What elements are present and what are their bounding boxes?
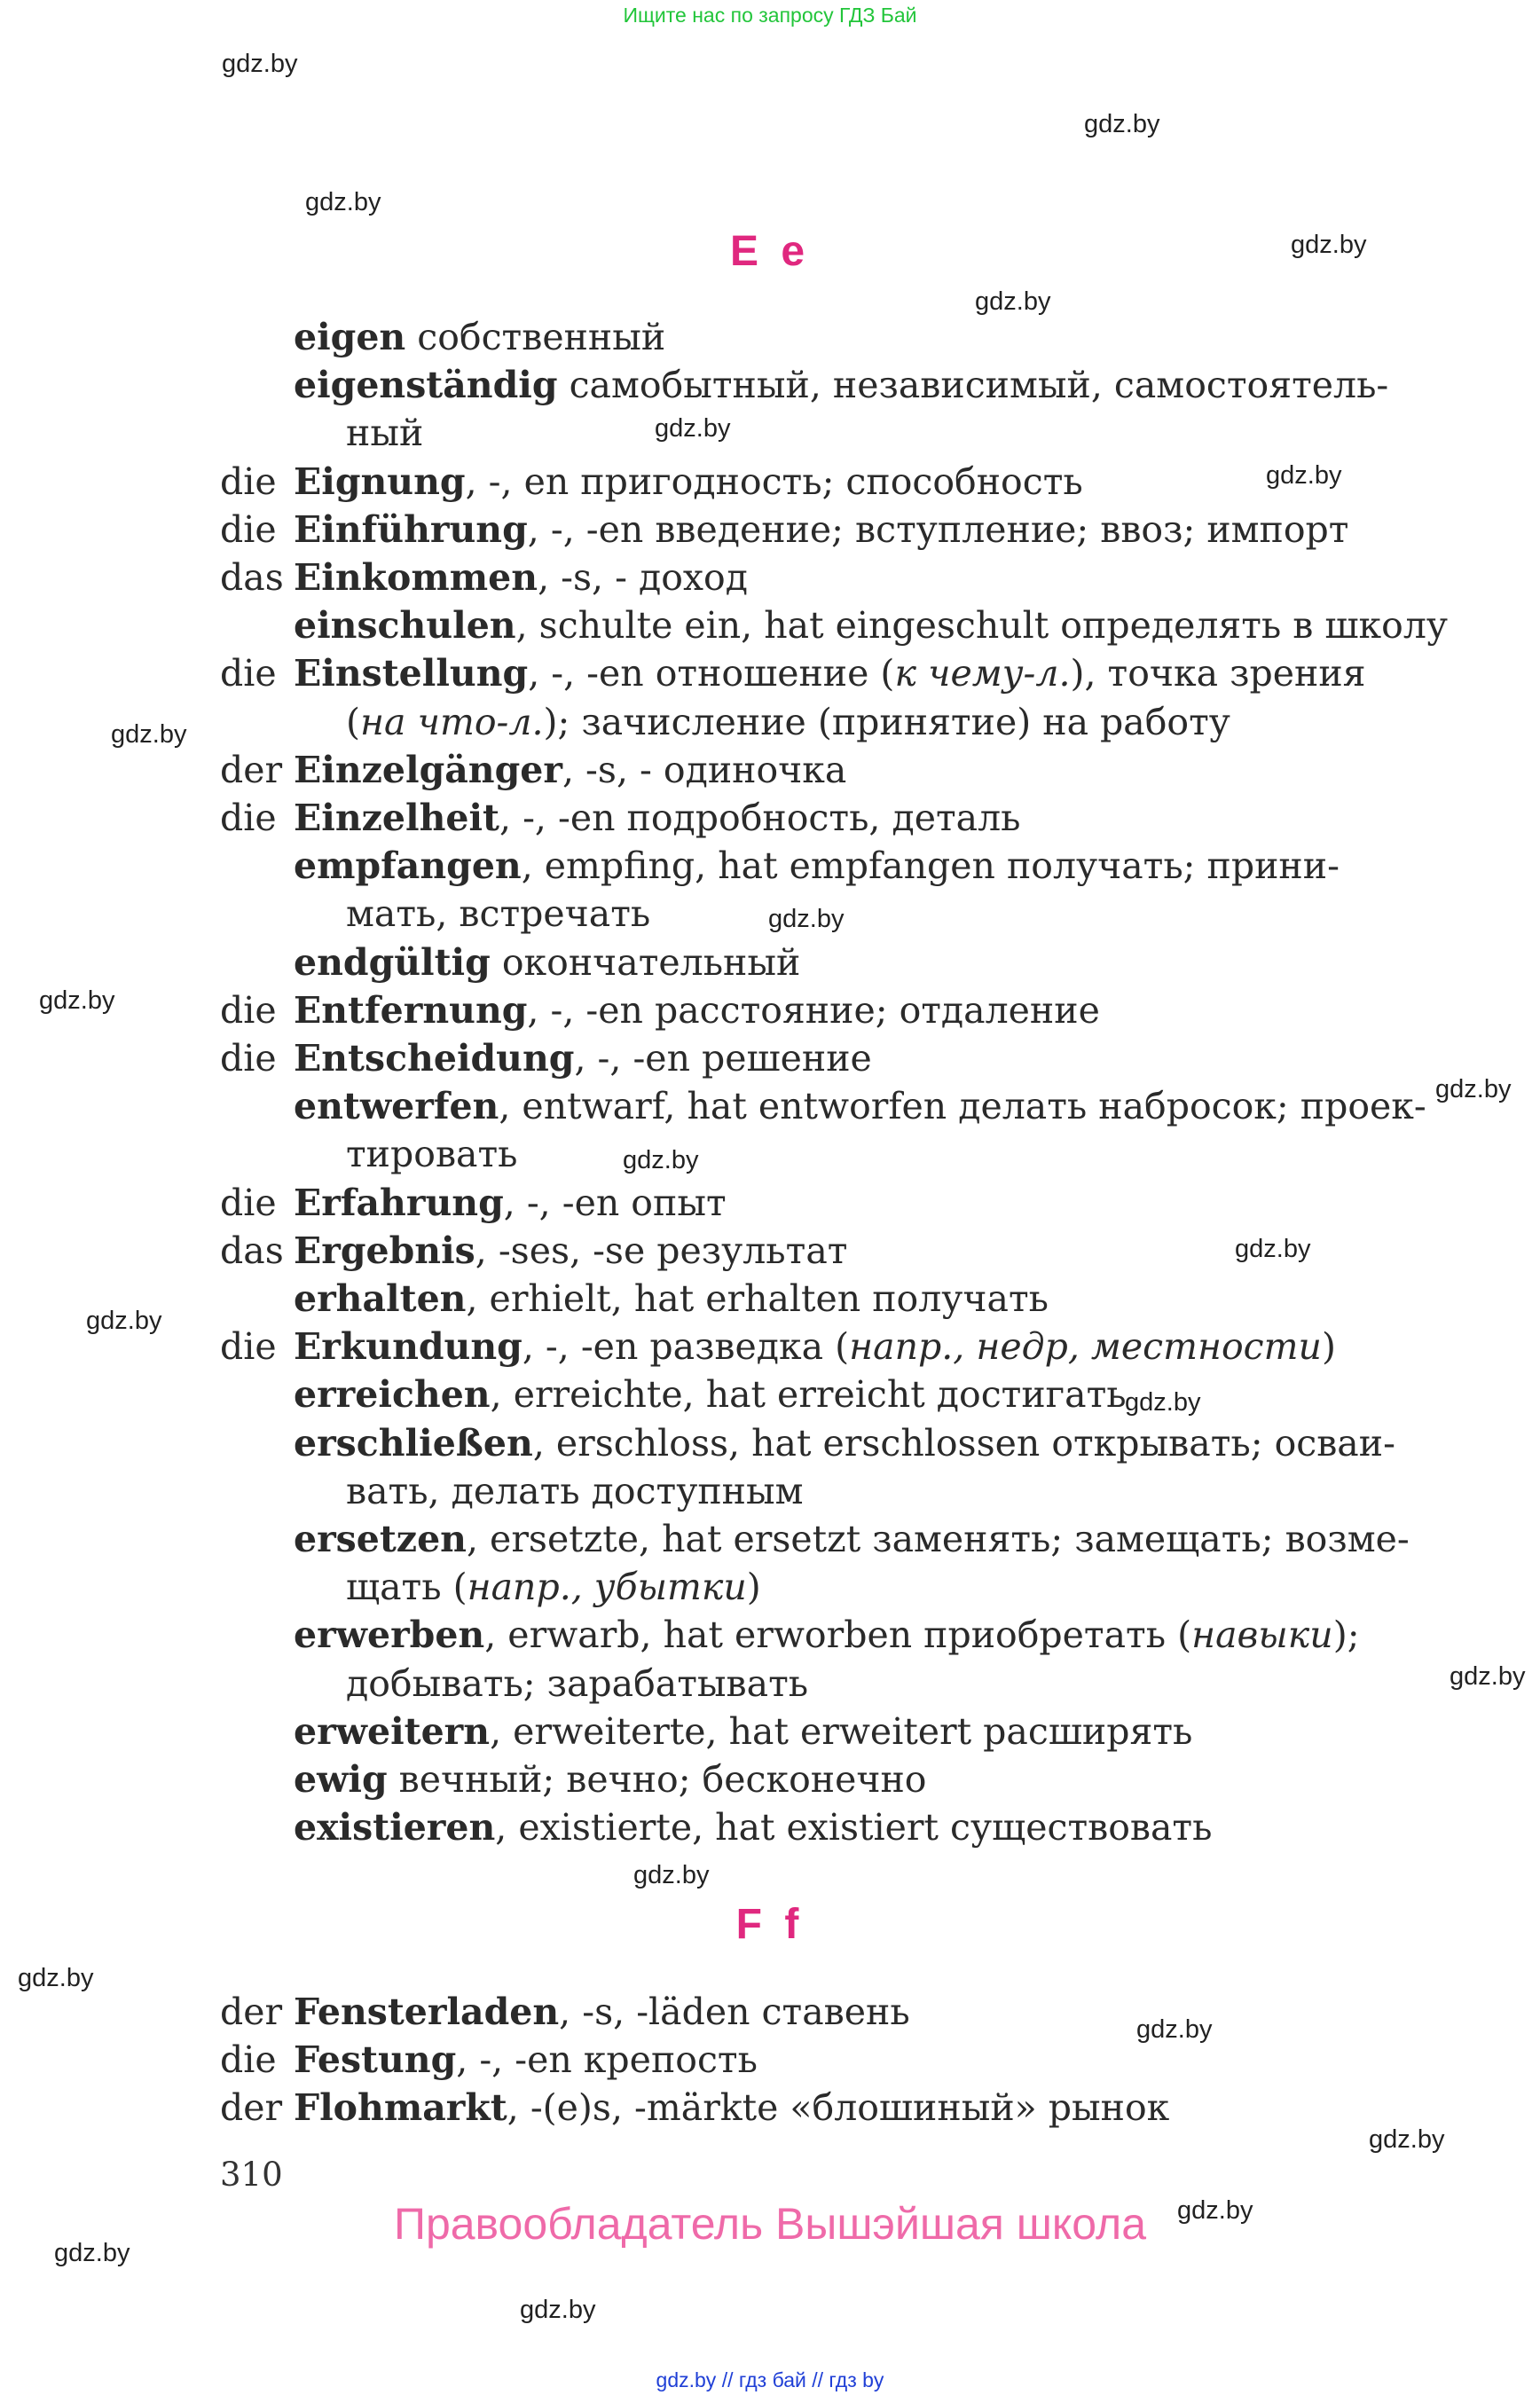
entry-headword: Fensterladen xyxy=(294,1991,560,2033)
entry-note: на что-л. xyxy=(360,700,544,743)
glossary-entry xyxy=(294,2036,758,2084)
watermark: gdz.by xyxy=(1291,231,1367,259)
entry-headword: Entfernung xyxy=(294,988,528,1032)
entry-article: die xyxy=(220,652,277,695)
entry-headword: Ergebnis xyxy=(294,1229,475,1272)
glossary-entry-continuation xyxy=(346,409,423,457)
glossary-entry xyxy=(294,361,1388,409)
glossary-entry xyxy=(294,506,1348,554)
entry-headword: ewig xyxy=(294,1758,388,1801)
glossary-entry xyxy=(294,842,1340,890)
glossary-entry xyxy=(294,1227,847,1275)
glossary-entry xyxy=(294,458,1083,506)
glossary-entry-continuation xyxy=(346,698,1230,746)
glossary-entry xyxy=(294,1370,1127,1418)
glossary-entry xyxy=(294,2084,1169,2132)
entry-definition: , existierte, hat existiert существовать xyxy=(495,1806,1213,1849)
entry-definition: , -, -en решение xyxy=(574,1037,872,1080)
entry-definition: , empfing, hat empfangen получать; прини- xyxy=(521,844,1340,888)
entry-headword: Einführung xyxy=(294,507,528,551)
entry-headword: existieren xyxy=(294,1806,496,1849)
entry-headword: Einzelheit xyxy=(294,797,499,839)
entry-headword: Einzelgänger xyxy=(294,748,562,791)
entry-definition: ), точка зрения xyxy=(1070,652,1366,695)
glossary-entry xyxy=(294,794,1020,842)
glossary-entry xyxy=(294,986,1100,1034)
entry-definition: ( xyxy=(346,700,360,743)
glossary-entry xyxy=(294,1275,1049,1323)
entry-note: к чему-л. xyxy=(894,652,1071,695)
watermark: gdz.by xyxy=(975,287,1051,316)
watermark: gdz.by xyxy=(1125,1388,1201,1417)
entry-definition: , -(e)s, -märkte «блошиный» рынок xyxy=(507,2086,1170,2130)
entry-definition: самобытный, независимый, самостоятель- xyxy=(557,364,1389,407)
entry-headword: Erfahrung xyxy=(294,1181,504,1224)
entry-note: напр., недр, местности xyxy=(849,1325,1322,1369)
section-letter-e: E e xyxy=(729,228,811,275)
entry-definition: , -, -en расстояние; отдаление xyxy=(527,988,1100,1032)
glossary-entry xyxy=(294,1611,1360,1659)
watermark: gdz.by xyxy=(1235,1235,1311,1263)
glossary-entry-continuation xyxy=(346,1563,761,1611)
glossary-entry-continuation xyxy=(346,1467,804,1515)
entry-note: навыки xyxy=(1191,1614,1333,1657)
glossary-entry xyxy=(294,1803,1212,1851)
entry-definition: , erwarb, hat erworben приобретать ( xyxy=(484,1614,1192,1657)
entry-definition: тировать xyxy=(346,1133,518,1176)
watermark: gdz.by xyxy=(111,720,187,749)
entry-article: die xyxy=(220,1037,277,1080)
glossary-entry xyxy=(294,649,1366,697)
watermark: gdz.by xyxy=(1435,1075,1512,1103)
watermark: gdz.by xyxy=(1266,461,1342,490)
page-number: 310 xyxy=(220,2156,283,2194)
entry-article: die xyxy=(220,797,277,839)
entry-definition: , -, -en подробность, деталь xyxy=(499,797,1021,839)
watermark: gdz.by xyxy=(655,414,731,443)
entry-note: напр., убытки xyxy=(467,1566,747,1609)
entry-headword: erreichen xyxy=(294,1373,491,1417)
entry-headword: erweitern xyxy=(294,1709,491,1753)
entry-definition: , -s, -läden ставень xyxy=(559,1991,910,2033)
glossary-entry-continuation xyxy=(346,890,650,938)
entry-headword: Einstellung xyxy=(294,652,529,695)
glossary-entry-continuation xyxy=(346,1660,808,1708)
entry-definition: , -s, - одиночка xyxy=(562,748,847,791)
glossary-entry xyxy=(294,313,665,361)
entry-headword: erwerben xyxy=(294,1614,485,1657)
entry-article: das xyxy=(220,556,284,599)
entry-definition: , -ses, -se результат xyxy=(475,1229,848,1272)
entry-article: die xyxy=(220,1181,277,1224)
entry-definition: добывать; зарабатывать xyxy=(346,1661,809,1705)
watermark: gdz.by xyxy=(86,1307,162,1335)
watermark: gdz.by xyxy=(18,1964,94,1992)
entry-definition: , -, -en разведка ( xyxy=(522,1325,850,1369)
watermark: gdz.by xyxy=(1177,2196,1253,2225)
entry-definition: , erweiterte, hat erweitert расширять xyxy=(490,1709,1193,1753)
entry-definition: , -, -en опыт xyxy=(503,1181,727,1224)
entry-definition: , schulte ein, hat eingeschult определять в школу xyxy=(515,604,1448,648)
entry-article: die xyxy=(220,2038,277,2082)
entry-definition: , erreichte, hat erreicht достигать xyxy=(490,1373,1127,1417)
watermark: gdz.by xyxy=(768,905,845,933)
glossary-entry xyxy=(294,1034,872,1082)
entry-article: die xyxy=(220,507,277,551)
entry-definition: , -, -en введение; вступление; ввоз; импорт xyxy=(527,507,1349,551)
glossary-entry xyxy=(294,1082,1426,1130)
entry-definition: , entwarf, hat entworfen делать набросок; проек- xyxy=(499,1085,1426,1128)
entry-definition: , ersetzte, hat ersetzt заменять; замещать; возме- xyxy=(466,1518,1410,1560)
watermark: gdz.by xyxy=(305,188,381,216)
entry-definition: вать, делать доступным xyxy=(346,1469,804,1512)
entry-definition: собственный xyxy=(405,316,666,358)
entry-definition: , erschloss, hat erschlossen открывать; осваи- xyxy=(532,1421,1395,1465)
entry-article: die xyxy=(220,459,277,503)
entry-headword: endgültig xyxy=(294,940,491,984)
entry-definition: , -s, - доход xyxy=(538,556,748,599)
glossary-entry xyxy=(294,1988,910,2036)
glossary-entry xyxy=(294,938,800,986)
entry-headword: Eignung xyxy=(294,459,466,503)
glossary-entry xyxy=(294,746,846,794)
glossary-entry-continuation xyxy=(346,1130,517,1178)
entry-definition: щать ( xyxy=(346,1566,468,1609)
entry-definition: окончательный xyxy=(490,940,801,984)
entry-definition: ный xyxy=(346,412,424,455)
entry-headword: erhalten xyxy=(294,1277,467,1320)
entry-definition: , erhielt, hat erhalten получать xyxy=(466,1277,1049,1320)
footer-links: gdz.by // гдз бай // гдз by xyxy=(656,2368,884,2391)
copyright-owner-note: Правообладатель Вышэйшая школа xyxy=(394,2199,1146,2249)
entry-article: der xyxy=(220,2086,283,2130)
watermark: gdz.by xyxy=(1084,110,1160,138)
top-promo-note: Ищите нас по запросу ГДЗ Бай xyxy=(623,4,917,27)
glossary-entry xyxy=(294,1708,1192,1755)
glossary-entry xyxy=(294,1515,1410,1563)
entry-article: die xyxy=(220,988,277,1032)
entry-headword: Einkommen xyxy=(294,556,538,599)
watermark: gdz.by xyxy=(633,1861,710,1889)
entry-headword: einschulen xyxy=(294,604,516,648)
entry-headword: ersetzen xyxy=(294,1518,467,1560)
section-letter-f: F f xyxy=(735,1901,805,1948)
entry-definition: мать, встречать xyxy=(346,892,651,936)
entry-headword: eigen xyxy=(294,316,406,358)
entry-definition: , -, en пригодность; способность xyxy=(465,459,1083,503)
entry-definition: ) xyxy=(1321,1325,1336,1369)
glossary-entry xyxy=(294,1755,926,1803)
watermark: gdz.by xyxy=(520,2296,596,2324)
watermark: gdz.by xyxy=(623,1146,699,1174)
watermark: gdz.by xyxy=(39,986,115,1015)
glossary-entry xyxy=(294,601,1448,649)
entry-definition: вечный; вечно; бесконечно xyxy=(387,1758,927,1801)
entry-article: der xyxy=(220,748,283,791)
glossary-entry xyxy=(294,554,748,601)
entry-article: das xyxy=(220,1229,284,1272)
watermark: gdz.by xyxy=(222,50,298,78)
entry-article: die xyxy=(220,1325,277,1369)
watermark: gdz.by xyxy=(54,2239,130,2267)
glossary-entry xyxy=(294,1419,1395,1467)
entry-definition: ) xyxy=(746,1566,761,1609)
entry-definition: ); xyxy=(1332,1614,1360,1657)
entry-headword: Erkundung xyxy=(294,1325,522,1369)
watermark: gdz.by xyxy=(1136,2015,1213,2044)
watermark: gdz.by xyxy=(1369,2125,1445,2154)
entry-article: der xyxy=(220,1991,283,2033)
entry-headword: Entscheidung xyxy=(294,1037,575,1080)
entry-headword: erschließen xyxy=(294,1421,533,1465)
entry-definition: , -, -en крепость xyxy=(456,2038,758,2082)
watermark: gdz.by xyxy=(1450,1662,1526,1691)
entry-definition: ); зачисление (принятие) на работу xyxy=(543,700,1230,743)
entry-headword: Flohmarkt xyxy=(294,2086,507,2130)
entry-headword: eigenständig xyxy=(294,364,558,407)
entry-headword: entwerfen xyxy=(294,1085,499,1128)
entry-headword: empfangen xyxy=(294,844,522,888)
glossary-entry xyxy=(294,1179,727,1227)
entry-headword: Festung xyxy=(294,2038,457,2082)
entry-definition: , -, -en отношение ( xyxy=(528,652,895,695)
glossary-entry xyxy=(294,1323,1336,1370)
